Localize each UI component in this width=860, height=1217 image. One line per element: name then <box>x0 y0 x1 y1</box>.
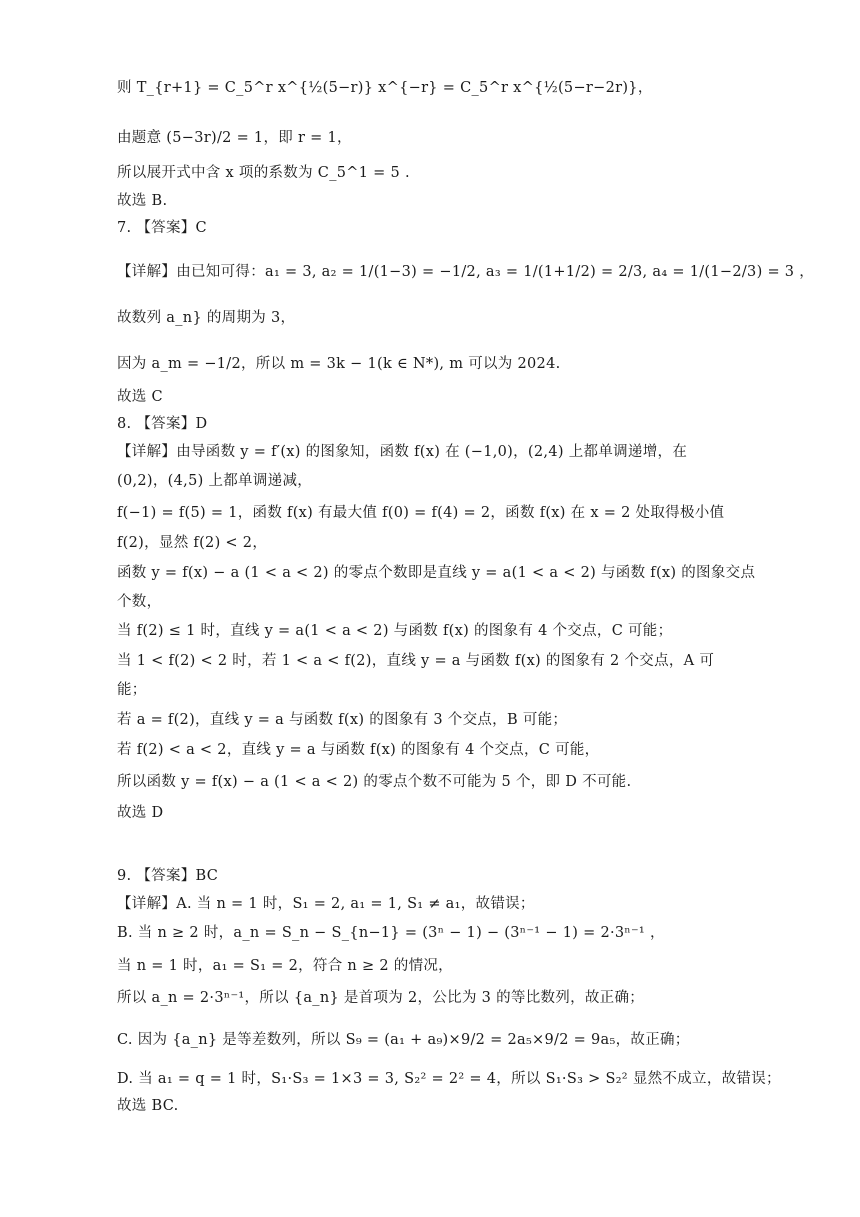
text-line: 7. 【答案】C <box>117 220 207 236</box>
text-line: 由题意 (5−3r)/2 = 1，即 r = 1， <box>117 130 352 146</box>
text-line: 个数， <box>117 594 162 610</box>
text-line: 当 f(2) ≤ 1 时，直线 y = a(1 < a < 2) 与函数 f(x) 的图象有 4 个交点，C 可能； <box>117 623 673 639</box>
text-line: C. 因为 {a_n} 是等差数列，所以 S₉ = (a₁ + a₉)×9/2 = 2a₅×9/2 = 9a₅，故正确； <box>117 1032 690 1048</box>
text-line: f(−1) = f(5) = 1，函数 f(x) 有最大值 f(0) = f(4) = 2，函数 f(x) 在 x = 2 处取得极小值 <box>117 505 725 521</box>
text-line: 所以 a_n = 2·3ⁿ⁻¹，所以 {a_n} 是首项为 2，公比为 3 的等比数列，故正确； <box>117 990 645 1006</box>
text-line: 8. 【答案】D <box>117 416 208 432</box>
text-line: 所以展开式中含 x 项的系数为 C_5^1 = 5 . <box>117 165 410 181</box>
text-line: 能； <box>117 682 147 698</box>
text-line: 故选 D <box>117 805 164 821</box>
text-line: 则 T_{r+1} = C_5^r x^{½(5−r)} x^{−r} = C_5^r x^{½(5−r−2r)}， <box>117 80 653 96</box>
text-line: (0,2)，(4,5) 上都单调递减， <box>117 473 313 489</box>
text-line: 【详解】由已知可得：a₁ = 3, a₂ = 1/(1−3) = −1/2, a₃ = 1/(1+1/2) = 2/3, a₄ = 1/(1−2/3) = 3 ， <box>117 264 815 280</box>
text-line: 若 f(2) < a < 2，直线 y = a 与函数 f(x) 的图象有 4 个交点，C 可能， <box>117 742 600 758</box>
text-line: 因为 a_m = −1/2，所以 m = 3k − 1(k ∈ N*), m 可以为 2024. <box>117 356 561 372</box>
text-line: 【详解】A. 当 n = 1 时，S₁ = 2, a₁ = 1, S₁ ≠ a₁，故错误； <box>117 896 535 912</box>
text-line: 故选 BC. <box>117 1098 179 1114</box>
text-line: B. 当 n ≥ 2 时，a_n = S_n − S_{n−1} = (3ⁿ − 1) − (3ⁿ⁻¹ − 1) = 2·3ⁿ⁻¹ ， <box>117 925 665 941</box>
text-line: 【详解】由导函数 y = f′(x) 的图象知，函数 f(x) 在 (−1,0)，(2,4) 上都单调递增，在 <box>117 444 688 460</box>
text-line: 故选 B. <box>117 193 168 209</box>
text-line: 当 n = 1 时，a₁ = S₁ = 2，符合 n ≥ 2 的情况， <box>117 958 453 974</box>
text-line: 当 1 < f(2) < 2 时，若 1 < a < f(2)，直线 y = a 与函数 f(x) 的图象有 2 个交点，A 可 <box>117 653 715 669</box>
text-line: 9. 【答案】BC <box>117 868 219 884</box>
text-line: 若 a = f(2)，直线 y = a 与函数 f(x) 的图象有 3 个交点，B 可能； <box>117 712 568 728</box>
text-line: 故数列 a_n} 的周期为 3， <box>117 310 296 326</box>
text-line: 故选 C <box>117 389 163 405</box>
text-line: 所以函数 y = f(x) − a (1 < a < 2) 的零点个数不可能为 5 个，即 D 不可能. <box>117 774 632 790</box>
text-line: D. 当 a₁ = q = 1 时，S₁·S₃ = 1×3 = 3, S₂² = 2² = 4，所以 S₁·S₃ > S₂² 显然不成立，故错误； <box>117 1071 781 1087</box>
text-line: f(2)，显然 f(2) < 2， <box>117 535 268 551</box>
text-line: 函数 y = f(x) − a (1 < a < 2) 的零点个数即是直线 y = a(1 < a < 2) 与函数 f(x) 的图象交点 <box>117 565 756 581</box>
